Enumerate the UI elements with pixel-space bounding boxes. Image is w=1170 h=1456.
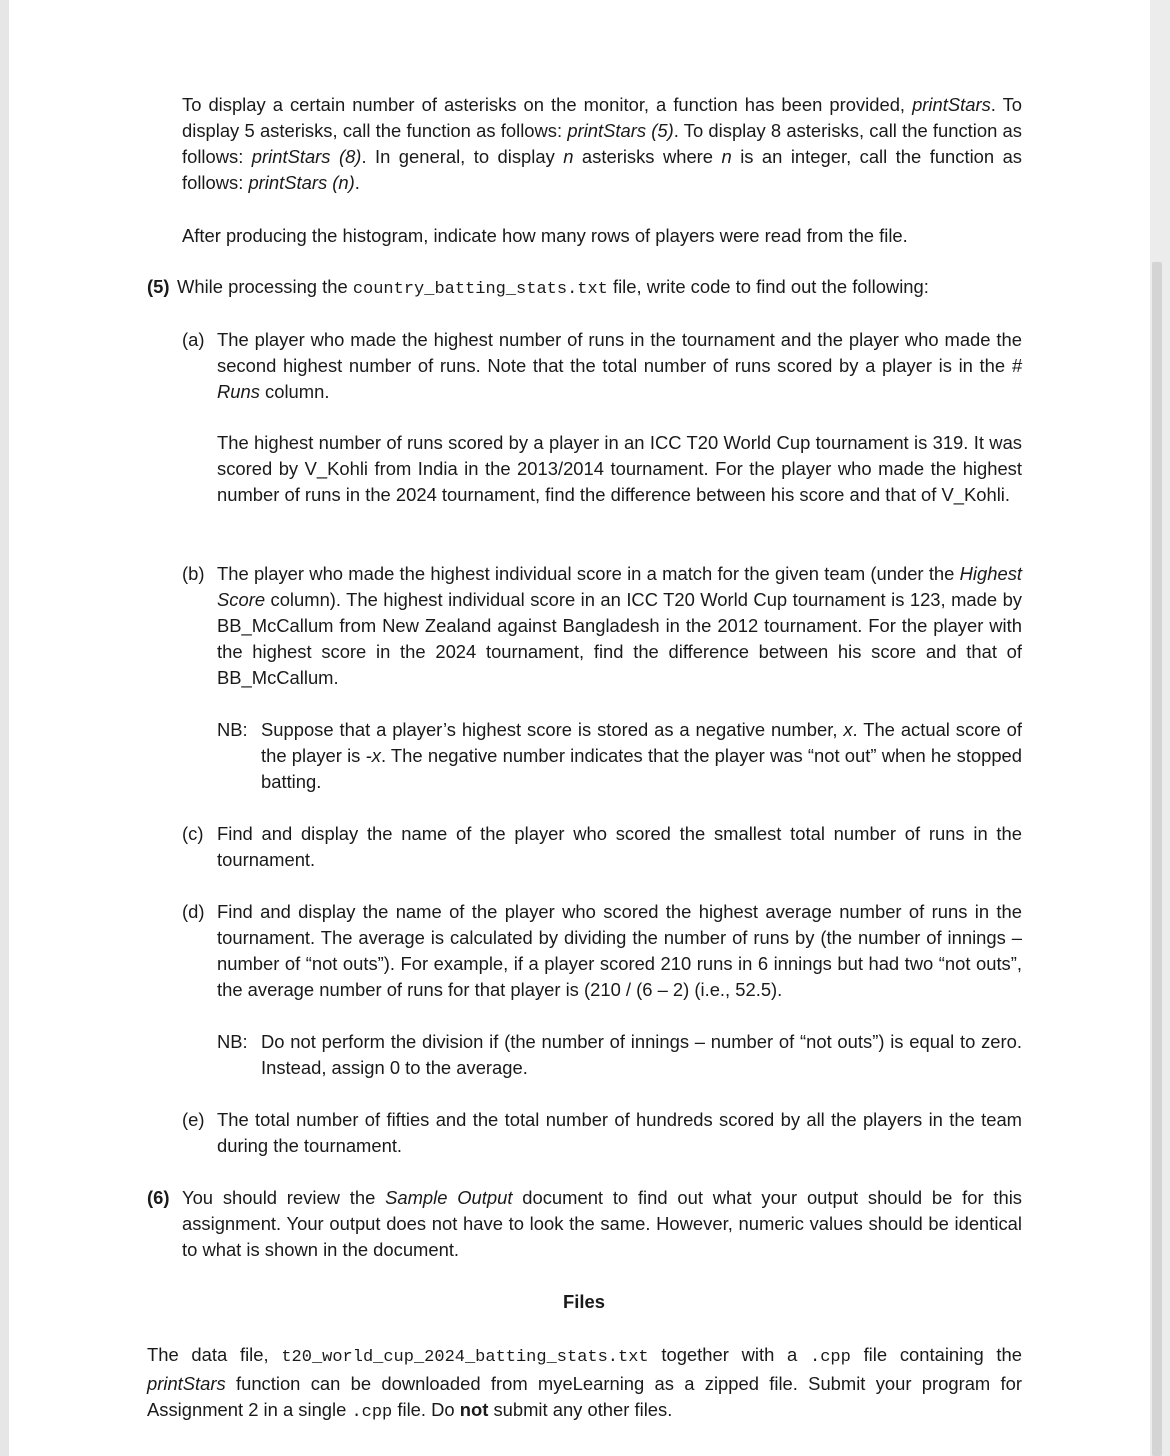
item-e-text: The total number of fifties and the total number of hundreds scored by all the players in the team during the tournament.	[217, 1109, 1022, 1156]
item-d-label: (d)	[182, 901, 205, 922]
item-b-text: The player who made the highest individual score in a match for the given team (under the Highest Score column). The highest individual score in an ICC T20 World Cup tournament is 123, made by BB_McCallum from New Zealand against Bangladesh in the 2012 tournament. For the player with the highest score in the 2024 tournament, find the difference between his score and that of BB_McCallum.	[217, 563, 1022, 688]
printstars-paragraph: To display a certain number of asterisks on the monitor, a function has been provided, printStars. To display 5 asterisks, call the function as follows: printStars (5). To display 8 asterisks, call the function as follows: printStars (8). In general, to display n asterisks where n is an integer, call the function as follows: printStars (n).	[182, 94, 1023, 193]
item-a-label: (a)	[182, 329, 205, 350]
item-b-nb-text: Suppose that a player’s highest score is stored as a negative number, x. The actual score of the player is -x. The negative number indicates that the player was “not out” when he stopped batting.	[261, 719, 1023, 792]
item-b-label: (b)	[182, 563, 205, 584]
item-a-kohli-paragraph: The highest number of runs scored by a player in an ICC T20 World Cup tournament is 319. It was scored by V_Kohli from India in the 2013/2014 tournament. For the player who made the highest number of runs in the 2024 tournament, find the difference between his score and that of V_Kohli.	[217, 432, 1022, 505]
item-c-label: (c)	[182, 823, 204, 844]
item-a-text: The player who made the highest number of runs in the tournament and the player who made the second highest number of runs. Note that the total number of runs scored by a player is in the # Runs column.	[217, 329, 1022, 402]
section-6-text: You should review the Sample Output document to find out what your output should be for this assignment. Your output does not have to look the same. However, numeric values should be identical to what is shown in the document.	[182, 1187, 1022, 1260]
files-heading: Files	[563, 1291, 605, 1312]
item-e-label: (e)	[182, 1109, 205, 1130]
left-margin	[0, 0, 9, 1456]
item-b-nb-label: NB:	[217, 719, 248, 740]
files-paragraph: The data file, t20_world_cup_2024_batting_stats.txt together with a .cpp file containing the printStars function can be downloaded from myeLearning as a zipped file. Submit your program for Assignment 2 in a single .cpp file. Do not submit any other files.	[147, 1344, 1022, 1422]
section-5-intro: While processing the country_batting_stats.txt file, write code to find out the following:	[177, 276, 929, 299]
document-page	[9, 0, 1150, 1456]
section-6-number: (6)	[147, 1187, 170, 1208]
scrollbar-thumb[interactable]	[1152, 262, 1162, 1456]
item-c-text: Find and display the name of the player who scored the smallest total number of runs in the tournament.	[217, 823, 1022, 870]
item-d-nb-label: NB:	[217, 1031, 248, 1052]
histogram-paragraph: After producing the histogram, indicate how many rows of players were read from the file.	[182, 225, 908, 246]
section-5-number: (5)	[147, 276, 170, 297]
item-d-text: Find and display the name of the player who scored the highest average number of runs in the tournament. The average is calculated by dividing the number of runs by (the number of innings – number of “not outs”). For example, if a player scored 210 runs in 6 innings but had two “not outs”, the average number of runs for that player is (210 / (6 – 2) (i.e., 52.5).	[217, 901, 1022, 1000]
item-d-nb-text: Do not perform the division if (the number of innings – number of “not outs”) is equal to zero. Instead, assign 0 to the average.	[261, 1031, 1022, 1078]
